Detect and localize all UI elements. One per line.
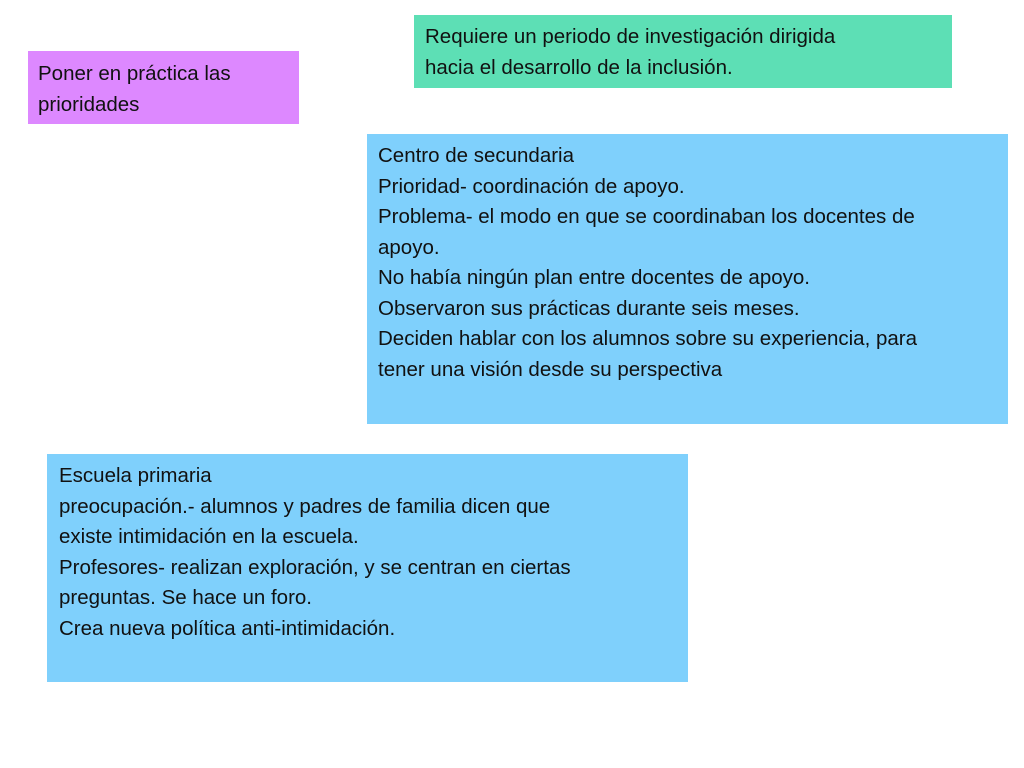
secondary-school-line: No había ningún plan entre docentes de apoyo. <box>378 266 810 289</box>
primary-school-line: preguntas. Se hace un foro. <box>59 586 313 609</box>
primary-school-heading: Escuela primaria <box>59 464 212 487</box>
secondary-school-line: Prioridad- coordinación de apoyo. <box>378 174 685 198</box>
priorities-line: prioridades <box>38 92 140 116</box>
secondary-school-line: tener una visión desde su perspectiva <box>378 357 723 381</box>
secondary-school-line: apoyo. <box>378 235 440 259</box>
secondary-school-textbox <box>367 134 1008 424</box>
primary-school-line: Profesores- realizan exploración, y se centran en ciertas <box>59 555 571 579</box>
secondary-school-heading: Centro de secundaria <box>378 144 575 167</box>
research-textbox <box>414 15 952 88</box>
priorities-line: Poner en práctica las <box>38 62 231 85</box>
secondary-school-line: Problema- el modo en que se coordinaban los docentes de <box>378 205 915 228</box>
primary-school-textbox <box>47 454 688 682</box>
research-line: hacia el desarrollo de la inclusión. <box>425 55 733 79</box>
research-line: Requiere un periodo de investigación dirigida <box>425 25 836 48</box>
primary-school-line: existe intimidación en la escuela. <box>59 525 359 548</box>
secondary-school-line: Observaron sus prácticas durante seis meses. <box>378 296 800 320</box>
secondary-school-line: Deciden hablar con los alumnos sobre su experiencia, para <box>378 327 918 350</box>
primary-school-line: Crea nueva política anti-intimidación. <box>59 616 396 640</box>
priorities-textbox <box>28 51 299 124</box>
primary-school-line: preocupación.- alumnos y padres de familia dicen que <box>59 494 551 518</box>
